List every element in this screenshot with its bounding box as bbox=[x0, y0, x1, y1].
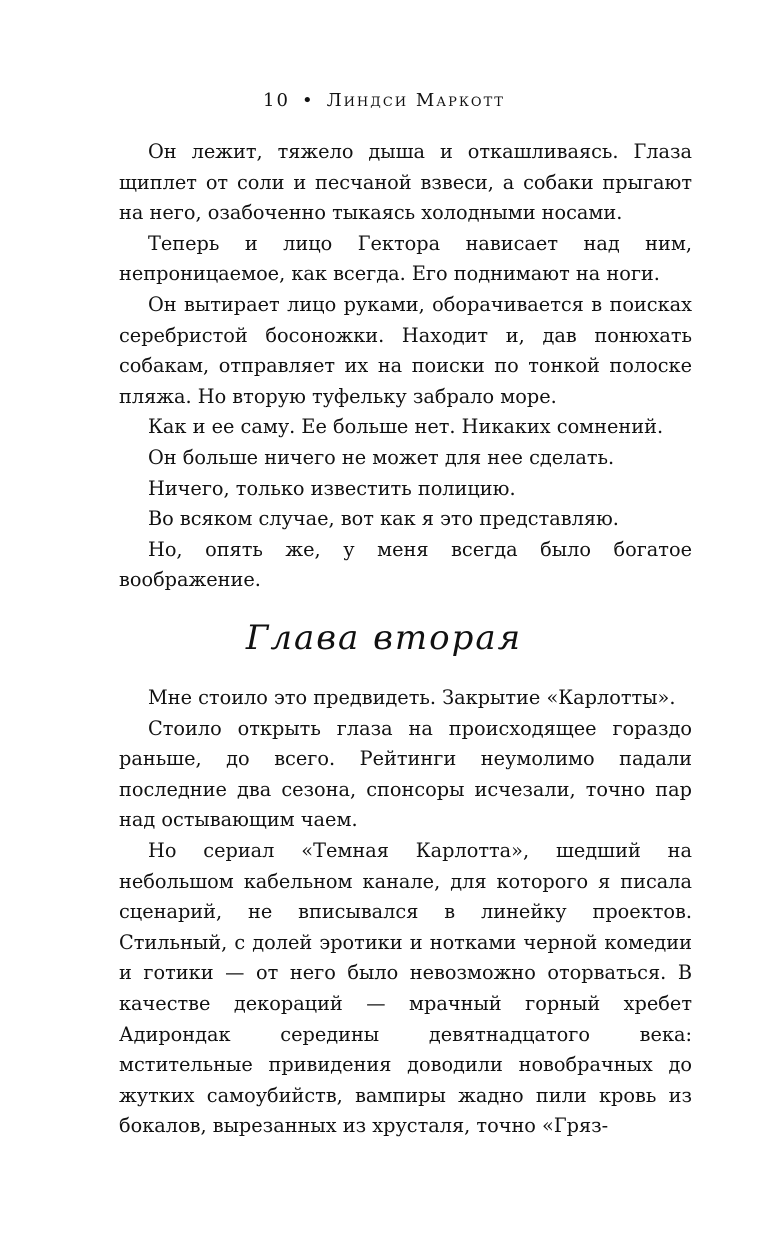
paragraph: Ничего, только известить полицию. bbox=[148, 476, 516, 500]
paragraph: Но сериал «Темная Карлотта», шедший на небольшом кабельном канале, для которого я писала сценарий, не вписывался в линейку проектов. Стильный, с долей эротики и нотками черной комедии и готики — от него было невозможно оторваться. В качестве декораций — мрачный горный хребет Адирондак середины девятнадцатого века: мстительные привидения доводили новобрачных до жутких самоубийств, вампиры жадно пили кровь из бокалов, вырезанных из хрусталя, точно «Гряз- bbox=[119, 838, 692, 1138]
paragraph: Он лежит, тяжело дыша и откашливаясь. Глаза щиплет от соли и песчаной взвеси, а собаки прыгают на него, озабоченно тыкаясь холодными носами. bbox=[119, 140, 692, 225]
paragraph: Он вытирает лицо руками, оборачивается в поисках серебристой босоножки. Находит и, дав понюхать собакам, отправляет их на поиски по тонкой полоске пляжа. Но вторую туфельку забрало море. bbox=[119, 292, 692, 408]
author-name: Линдси Маркотт bbox=[326, 90, 505, 111]
paragraph: Он больше ничего не может для нее сделать. bbox=[148, 445, 615, 469]
page-number: 10 bbox=[263, 90, 290, 111]
text-section-2 bbox=[119, 683, 692, 1142]
paragraph: Как и ее саму. Ее больше нет. Никаких сомнений. bbox=[148, 415, 664, 439]
paragraph: Мне стоило это предвидеть. Закрытие «Карлотты». bbox=[148, 686, 676, 709]
text-section-1 bbox=[119, 137, 692, 596]
paragraph: Но, опять же, у меня всегда было богатое воображение. bbox=[119, 537, 692, 592]
running-header bbox=[0, 90, 768, 111]
paragraph: Стоило открыть глаза на происходящее гораздо раньше, до всего. Рейтинги неумолимо падали последние два сезона, спонсоры исчезали, точно пар над остывающим чаем. bbox=[119, 716, 692, 832]
paragraph: Теперь и лицо Гектора нависает над ним, непроницаемое, как всегда. Его поднимают на ноги. bbox=[119, 231, 692, 286]
paragraph: Во всяком случае, вот как я это представляю. bbox=[148, 507, 619, 531]
chapter-title: Глава вторая bbox=[245, 618, 523, 658]
header-bullet: • bbox=[301, 90, 315, 111]
